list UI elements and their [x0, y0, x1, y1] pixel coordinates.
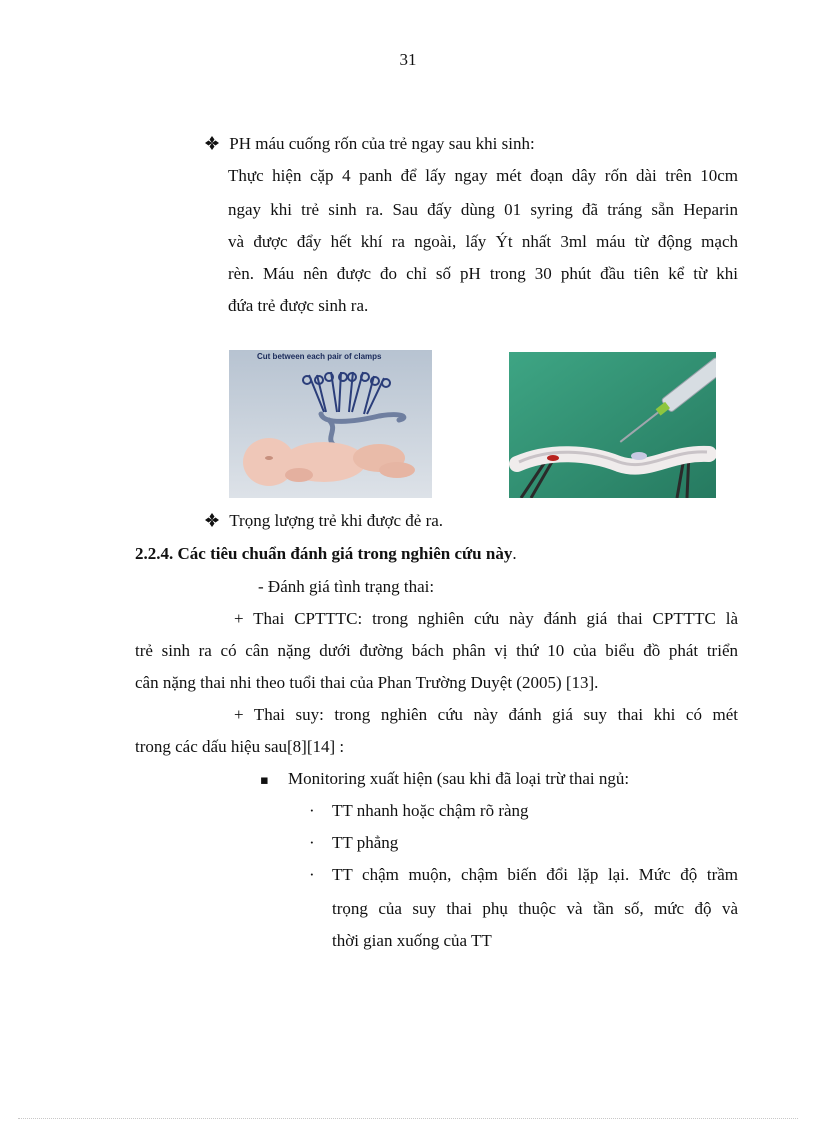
fetal-status-line: - Đánh giá tình trạng thai:: [258, 577, 435, 596]
dot-bullet-icon: ·: [309, 833, 315, 852]
syringe-illustration: [509, 352, 716, 498]
square-bullet-icon: ▪: [260, 773, 269, 788]
sub-item-3-line-2: trọng của suy thai phụ thuộc và tần số, mức độ và: [332, 899, 738, 918]
sub-item-1-text: TT nhanh hoặc chậm rõ ràng: [332, 801, 529, 820]
ph-line-5: đứa trẻ được sinh ra.: [228, 296, 369, 315]
figure-left-caption: Cut between each pair of clamps: [257, 352, 382, 361]
page-bottom-divider: [18, 1118, 798, 1119]
sub-item-1: [309, 801, 529, 821]
weight-text: Trọng lượng trẻ khi được đẻ ra.: [229, 511, 444, 530]
diamond-dots-bullet-icon: [205, 513, 219, 527]
dot-bullet-icon: ·: [309, 865, 315, 884]
ph-line-4: rèn. Máu nên được đo chỉ số pH trong 30 phút đầu tiên kể từ khi: [228, 264, 738, 283]
iugr-line-3: cân nặng thai nhi theo tuổi thai của Phan Trường Duyệt (2005) [13].: [135, 673, 599, 692]
newborn-illustration: [229, 350, 432, 498]
distress-line-2: trong các dấu hiệu sau[8][14] :: [135, 737, 345, 756]
ph-line-1: Thực hiện cặp 4 panh để lấy ngay mét đoạn dây rốn dài trên 10cm: [228, 166, 738, 185]
figure-newborn-clamps: [229, 350, 432, 498]
page-number: 31: [399, 50, 417, 69]
ph-heading: PH máu cuống rốn của trẻ ngay sau khi sinh:: [229, 134, 535, 153]
sub-item-3: [309, 865, 315, 885]
criteria-heading-end: .: [512, 544, 517, 563]
distress-line-1: + Thai suy: trong nghiên cứu này đánh giá suy thai khi có mét: [234, 705, 738, 724]
sub-item-3-line-1: TT chậm muộn, chậm biến đổi lặp lại. Mức độ trầm: [332, 865, 738, 884]
sub-item-3-line-3: thời gian xuống của TT: [332, 931, 492, 950]
ph-line-3: và được đẩy hết khí ra ngoài, lấy Ýt nhất 3ml máu từ động mạch: [228, 232, 738, 251]
diamond-dots-bullet-icon: [205, 136, 219, 150]
ph-heading-row: [205, 134, 535, 154]
criteria-heading: 2.2.4. Các tiêu chuẩn đánh giá trong nghiên cứu này: [135, 544, 513, 563]
sub-item-2-text: TT phẳng: [332, 833, 399, 852]
ph-line-2: ngay khi trẻ sinh ra. Sau đấy dùng 01 syring đã tráng sẵn Heparin: [228, 200, 738, 219]
weight-row: [205, 511, 443, 531]
sub-item-2: [309, 833, 399, 853]
iugr-line-1: + Thai CPTTTC: trong nghiên cứu này đánh giá thai CPTTTC là: [234, 609, 738, 628]
dot-bullet-icon: ·: [309, 801, 315, 820]
monitoring-text: Monitoring xuất hiện (sau khi đã loại trừ thai ngủ:: [288, 769, 630, 788]
monitoring-row: [260, 769, 630, 791]
iugr-line-2: trẻ sinh ra có cân nặng dưới đường bách phân vị thứ 10 của biểu đồ phát triển: [135, 641, 738, 660]
criteria-heading-row: [135, 544, 517, 564]
figure-syringe-cord: [509, 352, 716, 498]
